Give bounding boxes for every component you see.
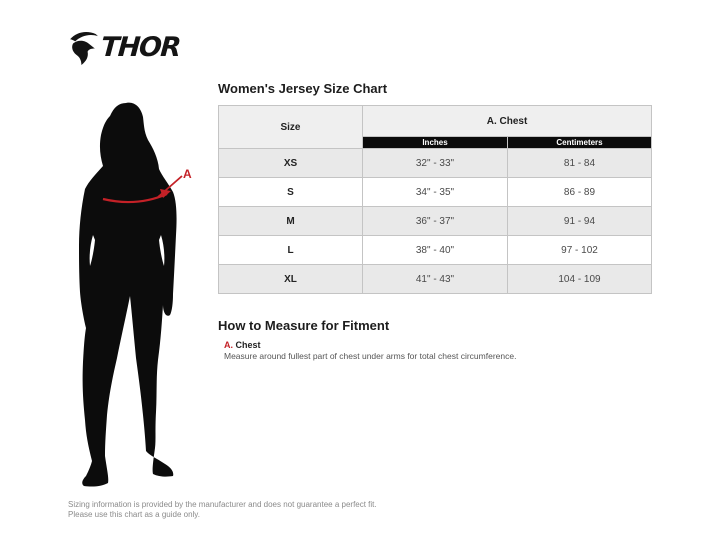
size-chart-table [218,105,652,294]
size-cell: L [219,236,363,265]
thor-horned-head-icon [69,30,99,65]
footer-disclaimer-line1: Sizing information is provided by the manufacturer and does not guarantee a perfect fit. [68,500,377,509]
table-row-m [219,207,652,236]
chest-marker-label: A [183,167,192,181]
measure-item-name: Chest [235,340,261,350]
footer-disclaimer-line2: Please use this chart as a guide only. [68,510,200,519]
inches-cell: 36" - 37" [363,207,508,236]
woman-silhouette [79,103,177,487]
brand-wordmark: THOR [99,32,181,63]
size-chart-title: Women's Jersey Size Chart [218,81,388,96]
brand-logo [69,30,180,65]
column-header-chest: A. Chest [363,106,652,137]
size-cell: XS [219,149,363,178]
woman-silhouette-figure [55,90,220,490]
table-row-l [219,236,652,265]
centimeters-cell: 86 - 89 [508,178,652,207]
inches-cell: 34" - 35" [363,178,508,207]
table-row-xs [219,149,652,178]
measure-section-title: How to Measure for Fitment [218,318,390,333]
unit-header-centimeters: Centimeters [508,137,652,149]
size-cell: S [219,178,363,207]
measure-item-label [224,340,261,350]
measure-item-key: A. [224,340,233,350]
size-cell: M [219,207,363,236]
inches-cell: 38" - 40" [363,236,508,265]
inches-cell: 32" - 33" [363,149,508,178]
footer-disclaimer [68,500,377,520]
centimeters-cell: 81 - 84 [508,149,652,178]
column-header-size: Size [219,106,363,149]
centimeters-cell: 104 - 109 [508,265,652,294]
table-row-xl [219,265,652,294]
unit-header-inches: Inches [363,137,508,149]
inches-cell: 41" - 43" [363,265,508,294]
measure-item-description: Measure around fullest part of chest under arms for total chest circumference. [224,351,517,361]
centimeters-cell: 91 - 94 [508,207,652,236]
centimeters-cell: 97 - 102 [508,236,652,265]
size-cell: XL [219,265,363,294]
table-row-s [219,178,652,207]
